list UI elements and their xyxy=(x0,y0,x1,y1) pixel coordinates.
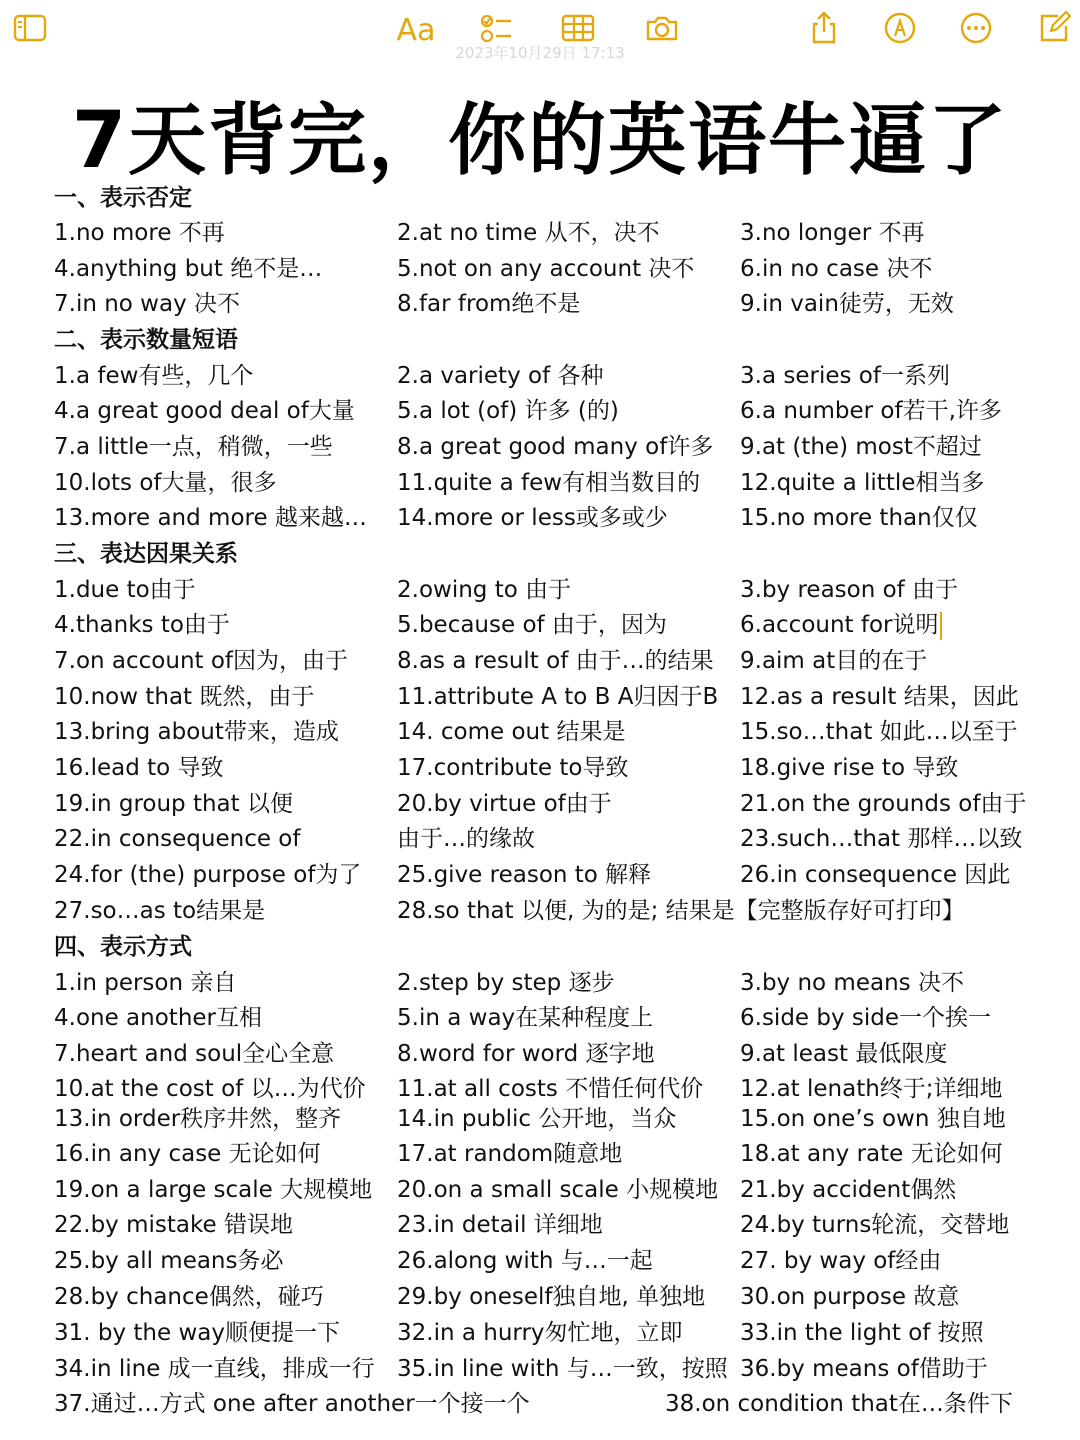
phrase-item: 26.along with 与…一起 xyxy=(397,1248,653,1274)
phrase-item: 16.lead to 导致 xyxy=(54,755,224,781)
phrase-item: 26.in consequence 因此 xyxy=(740,862,1011,888)
phrase-item: 24.for (the) purpose of为了 xyxy=(54,862,362,888)
phrase-item: 13.bring about带来，造成 xyxy=(54,719,339,745)
section-heading: 一、表示否定 xyxy=(54,185,192,211)
phrase-item: 13.in order秩序井然，整齐 xyxy=(54,1106,342,1132)
phrase-item: 3.by no means 决不 xyxy=(740,970,964,996)
phrase-item: 22.in consequence of xyxy=(54,826,301,852)
phrase-item: 14.more or less或多或少 xyxy=(397,505,668,531)
phrase-item: 2.owing to 由于 xyxy=(397,577,572,603)
phrase-item: 9.in vain徒劳，无效 xyxy=(740,291,954,317)
phrase-item: 8.word for word 逐字地 xyxy=(397,1041,655,1067)
phrase-item: 9.at least 最低限度 xyxy=(740,1041,948,1067)
phrase-item: 8.far from绝不是 xyxy=(397,291,581,317)
phrase-item: 8.as a result of 由于…的结果 xyxy=(397,648,714,674)
phrase-item: 6.account for说明 xyxy=(740,610,942,640)
phrase-item: 16.in any case 无论如何 xyxy=(54,1141,321,1167)
phrase-item: 23.such…that 那样…以致 xyxy=(740,826,1023,852)
phrase-item: 20.by virtue of由于 xyxy=(397,791,612,817)
phrase-item: 1.a few有些，几个 xyxy=(54,363,254,389)
phrase-item: 1.in person 亲自 xyxy=(54,970,237,996)
phrase-item: 10.lots of大量，很多 xyxy=(54,470,277,496)
phrase-item: 11.quite a few有相当数目的 xyxy=(397,470,701,496)
phrase-item: 23.in detail 详细地 xyxy=(397,1212,603,1238)
phrase-item: 25.give reason to 解释 xyxy=(397,862,652,888)
phrase-item: 12.as a result 结果，因此 xyxy=(740,684,1019,710)
phrase-item: 17.contribute to导致 xyxy=(397,755,629,781)
phrase-item: 7.on account of因为，由于 xyxy=(54,648,349,674)
phrase-item: 10.now that 既然，由于 xyxy=(54,684,315,710)
section-heading: 四、表示方式 xyxy=(54,934,192,960)
phrase-item: 10.at the cost of 以…为代价 xyxy=(54,1076,366,1102)
phrase-item: 15.on one’s own 独自地 xyxy=(740,1106,1006,1132)
phrase-item: 27. by way of经由 xyxy=(740,1248,942,1274)
phrase-item: 12.quite a little相当多 xyxy=(740,470,985,496)
phrase-item: 4.a great good deal of大量 xyxy=(54,398,355,424)
phrase-item: 36.by means of借助于 xyxy=(740,1356,988,1382)
phrase-item: 24.by turns轮流，交替地 xyxy=(740,1212,1010,1238)
phrase-item: 6.a number of若干,许多 xyxy=(740,398,1002,424)
format-text-icon: Aa xyxy=(396,12,436,48)
phrase-item: 29.by oneself独自地, 单独地 xyxy=(397,1284,706,1310)
phrase-item: 25.by all means务必 xyxy=(54,1248,284,1274)
phrase-item: 20.on a small scale 小规模地 xyxy=(397,1177,719,1203)
phrase-item: 5.a lot (of) 许多 (的) xyxy=(397,398,619,424)
phrase-item: 15.so…that 如此…以至于 xyxy=(740,719,1018,745)
phrase-item: 28.so that 以便, 为的是; 结果是【完整版存好可打印】 xyxy=(397,898,965,924)
phrase-item: 38.on condition that在…条件下 xyxy=(665,1391,1013,1417)
phrase-item: 19.on a large scale 大规模地 xyxy=(54,1177,373,1203)
phrase-item: 7.heart and soul全心全意 xyxy=(54,1041,335,1067)
phrase-item: 32.in a hurry匆忙地，立即 xyxy=(397,1320,683,1346)
phrase-item: 17.at random随意地 xyxy=(397,1141,623,1167)
note-date: 2023年10月29日 17:13 xyxy=(455,44,625,62)
phrase-item: 34.in line 成一直线，排成一行 xyxy=(54,1356,375,1382)
phrase-item: 1.no more 不再 xyxy=(54,220,225,246)
phrase-item: 14. come out 结果是 xyxy=(397,719,626,745)
phrase-item: 5.in a way在某种程度上 xyxy=(397,1005,654,1031)
phrase-item: 9.at (the) most不超过 xyxy=(740,434,982,460)
text-cursor xyxy=(940,612,942,640)
phrase-item: 8.a great good many of许多 xyxy=(397,434,714,460)
phrase-item: 1.due to由于 xyxy=(54,577,196,603)
phrase-item: 31. by the way顺便提一下 xyxy=(54,1320,340,1346)
phrase-item: 3.by reason of 由于 xyxy=(740,577,959,603)
phrase-item: 13.more and more 越来越… xyxy=(54,505,367,531)
phrase-item: 21.by accident偶然 xyxy=(740,1177,957,1203)
section-heading: 三、表达因果关系 xyxy=(54,541,238,567)
phrase-item: 15.no more than仅仅 xyxy=(740,505,978,531)
phrase-item: 27.so…as to结果是 xyxy=(54,898,266,924)
phrase-item: 28.by chance偶然，碰巧 xyxy=(54,1284,324,1310)
phrase-item: 2.a variety of 各种 xyxy=(397,363,604,389)
phrase-item: 4.one another互相 xyxy=(54,1005,262,1031)
phrase-item: 18.give rise to 导致 xyxy=(740,755,959,781)
phrase-item: 2.at no time 从不，决不 xyxy=(397,220,660,246)
phrase-item: 2.step by step 逐步 xyxy=(397,970,615,996)
phrase-item: 14.in public 公开地，当众 xyxy=(397,1106,677,1132)
phrase-item: 11.attribute A to B A归因于B xyxy=(397,684,719,710)
note-title[interactable]: 7天背完，你的英语牛逼了 xyxy=(71,96,1009,186)
phrase-item: 7.in no way 决不 xyxy=(54,291,241,317)
phrase-item: 37.通过…方式 one after another一个接一个 xyxy=(54,1391,530,1417)
phrase-item: 4.anything but 绝不是… xyxy=(54,256,323,282)
phrase-item: 6.side by side一个挨一 xyxy=(740,1005,992,1031)
phrase-item: 6.in no case 决不 xyxy=(740,256,933,282)
phrase-item: 12.at lenath终于;详细地 xyxy=(740,1076,1003,1102)
section-heading: 二、表示数量短语 xyxy=(54,327,238,353)
phrase-item: 7.a little一点，稍微，一些 xyxy=(54,434,333,460)
phrase-item: 19.in group that 以便 xyxy=(54,791,293,817)
phrase-item: 5.because of 由于，因为 xyxy=(397,612,667,638)
phrase-item: 33.in the light of 按照 xyxy=(740,1320,984,1346)
phrase-item: 21.on the grounds of由于 xyxy=(740,791,1027,817)
phrase-item: 4.thanks to由于 xyxy=(54,612,230,638)
phrase-item: 11.at all costs 不惜任何代价 xyxy=(397,1076,704,1102)
phrase-item: 5.not on any account 决不 xyxy=(397,256,695,282)
phrase-item: 18.at any rate 无论如何 xyxy=(740,1141,1003,1167)
phrase-item: 9.aim at目的在于 xyxy=(740,648,928,674)
phrase-item: 30.on purpose 故意 xyxy=(740,1284,960,1310)
phrase-item: 3.no longer 不再 xyxy=(740,220,925,246)
phrase-item: 22.by mistake 错误地 xyxy=(54,1212,293,1238)
phrase-item: 3.a series of一系列 xyxy=(740,363,950,389)
phrase-item: 35.in line with 与…一致，按照 xyxy=(397,1356,728,1382)
phrase-item: 由于…的缘故 xyxy=(397,826,535,852)
